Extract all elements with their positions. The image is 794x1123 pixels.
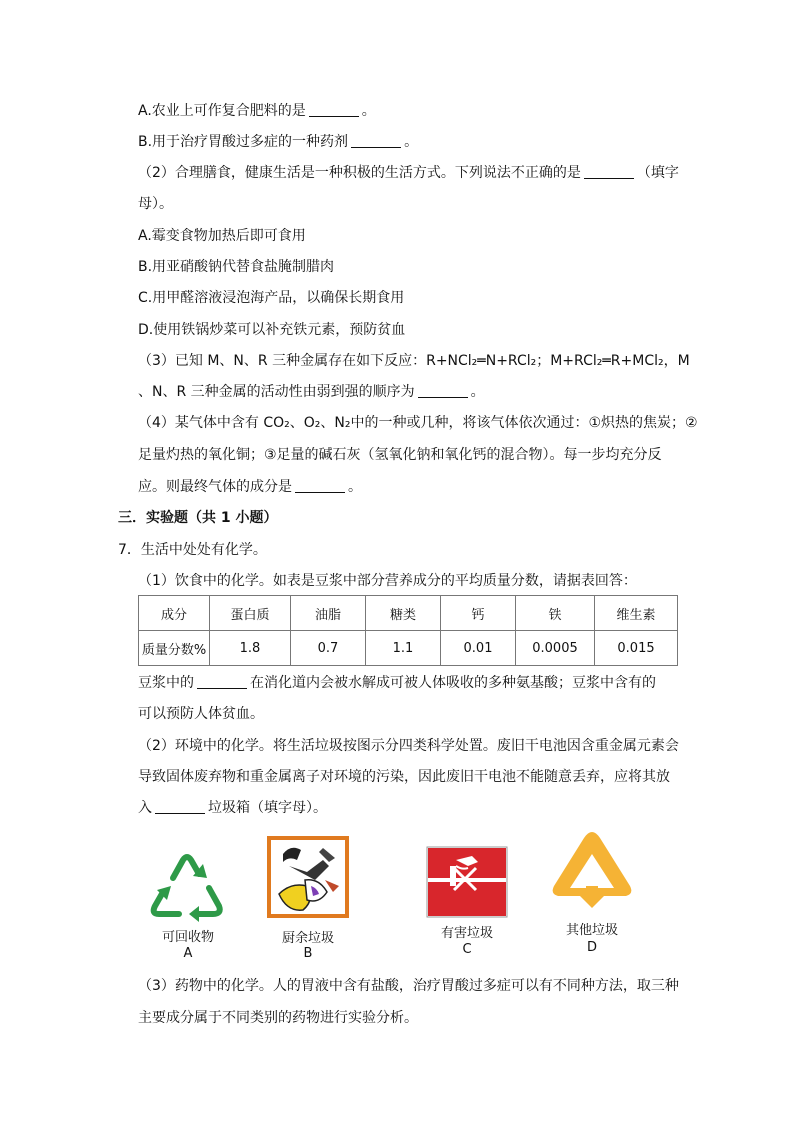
hazardous-icon bbox=[426, 846, 508, 918]
question-line: （2）合理膳食，健康生活是一种积极的生活方式。下列说法不正确的是 （填字 bbox=[138, 165, 679, 181]
table-cell: 0.01 bbox=[441, 631, 516, 666]
question-line: 、N、R 三种金属的活动性由弱到强的顺序为 。 bbox=[138, 384, 485, 400]
answer-blank[interactable] bbox=[418, 383, 468, 398]
bin-label-recyclable: 可回收物 bbox=[161, 930, 214, 945]
question-title: 7．生活中处处有化学。 bbox=[118, 542, 267, 558]
bin-letter-a: A bbox=[183, 946, 193, 961]
table-cell: 铁 bbox=[516, 596, 595, 631]
question-line: （2）环境中的化学。将生活垃圾按图示分四类科学处置。废旧干电池因含重金属元素会 bbox=[138, 738, 679, 754]
bin-letter-d: D bbox=[586, 940, 597, 955]
section-heading: 三．实验题（共 1 小题） bbox=[118, 510, 278, 526]
bin-letter-c: C bbox=[462, 942, 472, 957]
other-waste-icon bbox=[550, 828, 634, 910]
question-line: B.用于治疗胃酸过多症的一种药剂 。 bbox=[138, 134, 419, 150]
table-cell: 0.7 bbox=[291, 631, 366, 666]
answer-blank[interactable] bbox=[155, 799, 205, 814]
table-cell: 糖类 bbox=[366, 596, 441, 631]
nutrition-table bbox=[138, 595, 678, 666]
question-line: 足量灼热的氧化铜；③足量的碱石灰（氢氧化钠和氧化钙的混合物）。每一步均充分反 bbox=[138, 447, 662, 463]
option-a: A.霉变食物加热后即可食用 bbox=[138, 228, 306, 244]
table-cell: 1.1 bbox=[366, 631, 441, 666]
answer-blank[interactable] bbox=[197, 674, 247, 689]
answer-blank[interactable] bbox=[584, 164, 634, 179]
bin-label-kitchen: 厨余垃圾 bbox=[281, 931, 334, 946]
table-row bbox=[139, 631, 678, 666]
recycle-icon bbox=[143, 850, 231, 924]
bin-label-hazardous: 有害垃圾 bbox=[440, 926, 493, 941]
table-cell: 蛋白质 bbox=[210, 596, 291, 631]
question-line: A.农业上可作复合肥料的是 。 bbox=[138, 103, 376, 119]
table-cell: 0.0005 bbox=[516, 631, 595, 666]
question-line: 导致固体废弃物和重金属离子对环境的污染，因此废旧干电池不能随意丢弃，应将其放 bbox=[138, 769, 670, 785]
table-cell: 油脂 bbox=[291, 596, 366, 631]
question-line: （4）某气体中含有 CO₂、O₂、N₂中的一种或几种，将该气体依次通过：①炽热的焦炭；② bbox=[138, 415, 698, 431]
question-line: 可以预防人体贫血。 bbox=[138, 706, 264, 722]
question-line: 主要成分属于不同类别的药物进行实验分析。 bbox=[138, 1010, 418, 1026]
table-cell: 质量分数% bbox=[139, 631, 210, 666]
table-cell: 钙 bbox=[441, 596, 516, 631]
bin-letter-b: B bbox=[303, 946, 313, 961]
table-cell: 1.8 bbox=[210, 631, 291, 666]
table-cell: 成分 bbox=[139, 596, 210, 631]
option-d: D.使用铁锅炒菜可以补充铁元素，预防贫血 bbox=[138, 322, 406, 338]
option-b: B.用亚硝酸钠代替食盐腌制腊肉 bbox=[138, 259, 335, 275]
answer-blank[interactable] bbox=[295, 478, 345, 493]
kitchen-waste-icon bbox=[267, 836, 349, 918]
question-line: 豆浆中的 在消化道内会被水解成可被人体吸收的多种氨基酸；豆浆中含有的 bbox=[138, 675, 656, 691]
question-line: （1）饮食中的化学。如表是豆浆中部分营养成分的平均质量分数，请据表回答： bbox=[138, 573, 637, 589]
option-c: C.用甲醛溶液浸泡海产品，以确保长期食用 bbox=[138, 290, 405, 306]
table-header-row bbox=[139, 596, 678, 631]
question-line: （3）药物中的化学。人的胃液中含有盐酸，治疗胃酸过多症可以有不同种方法，取三种 bbox=[138, 978, 679, 994]
table-cell: 维生素 bbox=[595, 596, 678, 631]
question-line: （3）已知 M、N、R 三种金属存在如下反应：R+NCl₂═N+RCl₂；M+RCl₂═R+MCl₂，M bbox=[138, 353, 690, 369]
answer-blank[interactable] bbox=[351, 133, 401, 148]
question-line: 应。则最终气体的成分是 。 bbox=[138, 479, 362, 495]
table-cell: 0.015 bbox=[595, 631, 678, 666]
bin-label-other: 其他垃圾 bbox=[565, 923, 618, 938]
question-line: 母）。 bbox=[138, 196, 173, 212]
question-line: 入 垃圾箱（填字母）。 bbox=[138, 800, 327, 816]
answer-blank[interactable] bbox=[309, 102, 359, 117]
